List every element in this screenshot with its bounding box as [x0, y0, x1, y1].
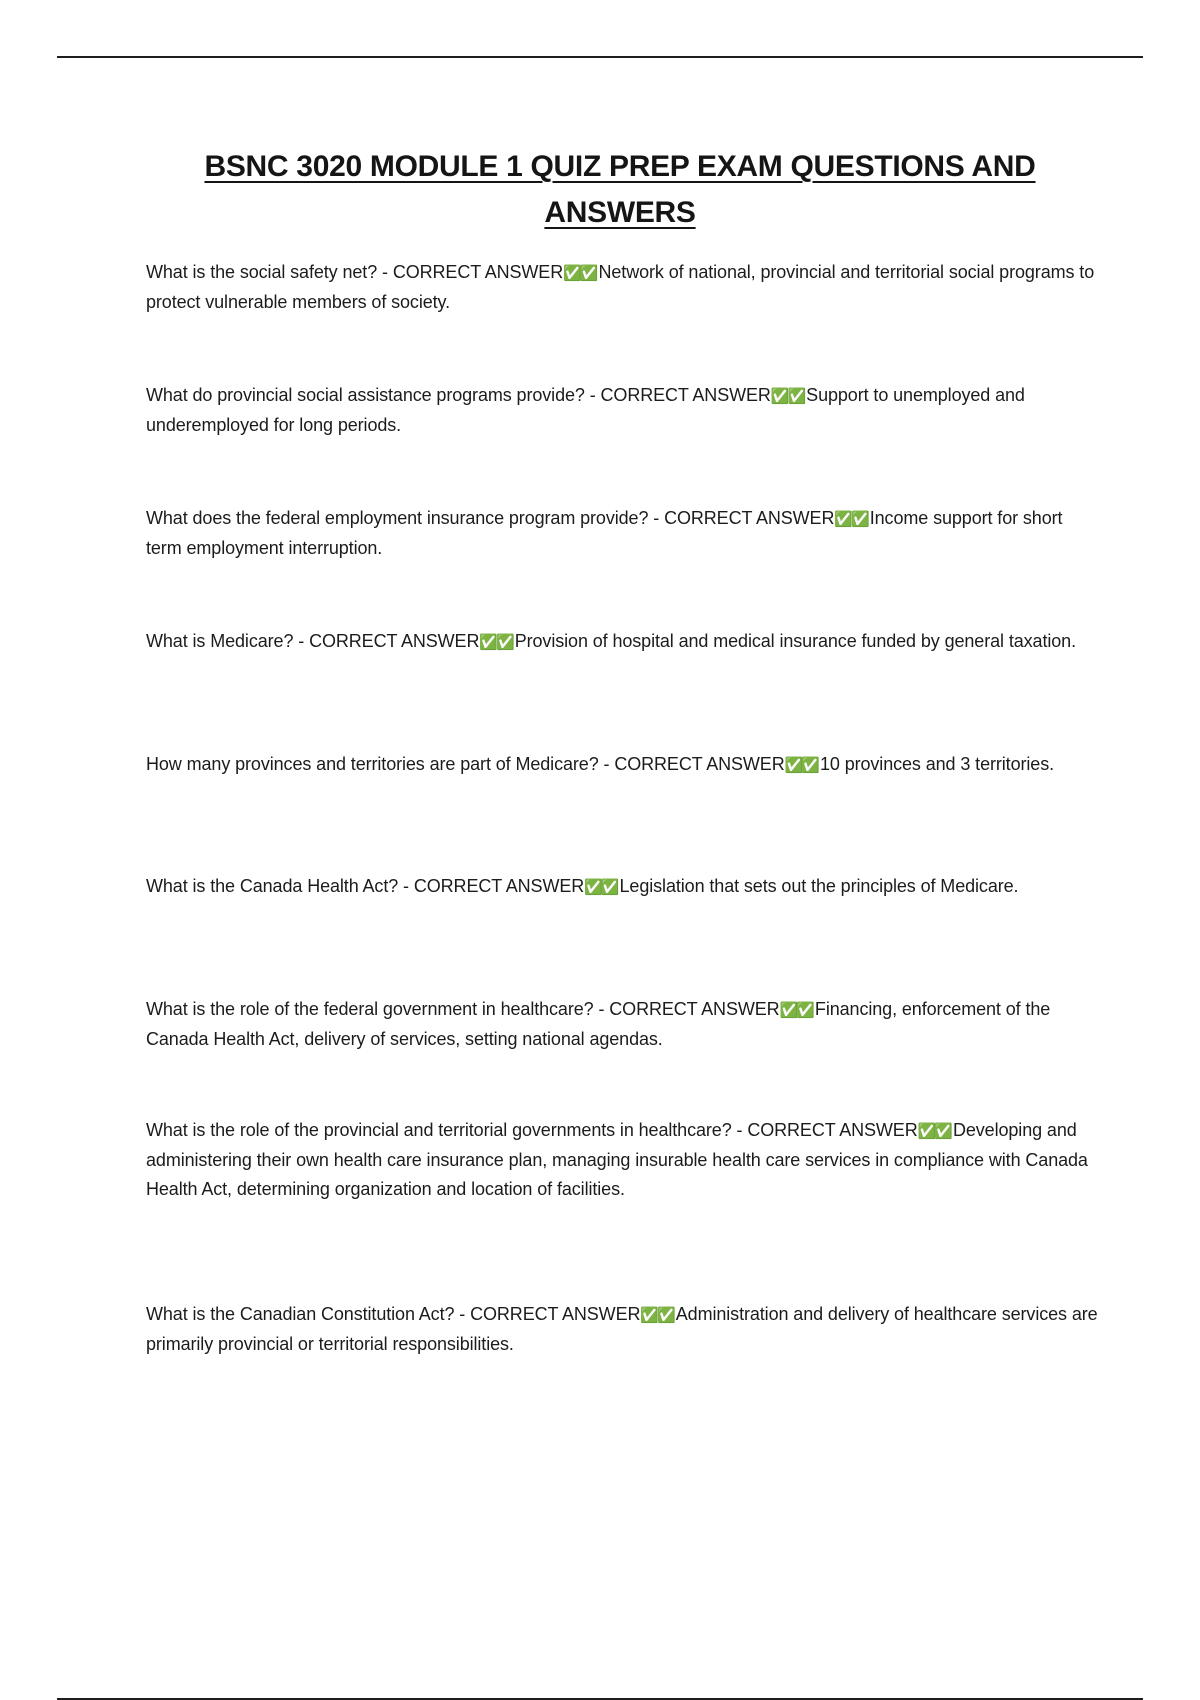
qa-item: What is the Canadian Constitution Act? - CORRECT ANSWER✅✅ Administration and delivery of healthcare services are primarily provincial or territorial responsibilities.	[146, 1304, 1098, 1354]
double-check-icon: ✅✅	[584, 878, 618, 896]
double-check-icon: ✅✅	[834, 510, 868, 528]
answer-marker: CORRECT ANSWER	[747, 1120, 918, 1140]
answer-text: Developing and administering their own health care insurance plan, managing insurable health care services in compliance with Canada Health Act, determining organization and location of facilities.	[146, 1120, 1088, 1199]
question-text: What is the role of the provincial and territorial governments in healthcare?	[146, 1120, 732, 1140]
double-check-icon: ✅✅	[770, 387, 805, 405]
answer-text: Administration and delivery of healthcare services are primarily provincial or territorial responsibilities.	[146, 1304, 1098, 1354]
question-text: What does the federal employment insurance program provide?	[146, 508, 649, 528]
answer-marker: CORRECT ANSWER	[309, 631, 480, 651]
double-check-icon: ✅✅	[640, 1306, 674, 1324]
question-text: How many provinces and territories are part of Medicare?	[146, 754, 599, 774]
question-text: What is the role of the federal government in healthcare?	[146, 999, 594, 1019]
double-check-icon: ✅✅	[779, 1001, 813, 1019]
answer-marker: CORRECT ANSWER	[614, 754, 785, 774]
qa-item: How many provinces and territories are part of Medicare? - CORRECT ANSWER✅✅ 10 provinces and 3 territories.	[146, 754, 1054, 774]
double-check-icon: ✅✅	[563, 264, 597, 282]
qa-item: What is the Canada Health Act? - CORRECT ANSWER✅✅ Legislation that sets out the principles of Medicare.	[146, 876, 1019, 896]
question-text: What is the Canadian Constitution Act?	[146, 1304, 455, 1324]
answer-text: Income support for short term employment interruption.	[146, 508, 1063, 558]
answer-text: Network of national, provincial and territorial social programs to protect vulnerable members of society.	[146, 262, 1095, 312]
double-check-icon: ✅✅	[479, 633, 513, 651]
answer-text: Legislation that sets out the principles of Medicare.	[619, 876, 1019, 896]
header-rule	[57, 56, 1143, 58]
answer-marker: CORRECT ANSWER	[664, 508, 835, 528]
double-check-icon: ✅✅	[784, 756, 818, 774]
qa-item: What does the federal employment insurance program provide? - CORRECT ANSWER✅✅ Income support for short term employment interruption.	[146, 508, 1063, 558]
question-text: What is Medicare?	[146, 631, 294, 651]
answer-marker: CORRECT ANSWER	[413, 876, 585, 896]
answer-marker: CORRECT ANSWER	[470, 1304, 641, 1324]
qa-item: What do provincial social assistance programs provide? - CORRECT ANSWER✅✅ Support to unemployed and underemployed for long periods.	[146, 385, 1025, 435]
answer-marker: CORRECT ANSWER	[392, 262, 564, 282]
question-text: What do provincial social assistance programs provide?	[146, 385, 585, 405]
question-text: What is the Canada Health Act?	[146, 876, 399, 896]
answer-text: Support to unemployed and underemployed for long periods.	[146, 385, 1025, 435]
answer-text: 10 provinces and 3 territories.	[819, 754, 1054, 774]
qa-item: What is the role of the federal government in healthcare? - CORRECT ANSWER✅✅ Financing, enforcement of the Canada Health Act, delivery of services, setting national agendas.	[146, 999, 1051, 1049]
qa-item: What is the social safety net? - CORRECT ANSWER✅✅ Network of national, provincial and territorial social programs to protect vulnerable members of society.	[146, 262, 1095, 312]
answer-marker: CORRECT ANSWER	[600, 385, 771, 405]
qa-item: What is Medicare? - CORRECT ANSWER✅✅ Provision of hospital and medical insurance funded by general taxation.	[146, 631, 1076, 651]
answer-marker: CORRECT ANSWER	[609, 999, 780, 1019]
double-check-icon: ✅✅	[917, 1122, 951, 1140]
qa-item: What is the role of the provincial and territorial governments in healthcare? - CORRECT ANSWER✅✅ Developing and administering their own health care insurance plan, managing insurable health care services in compliance with Canada Health Act, determining organization and location of facilities.	[146, 1120, 1088, 1199]
question-text: What is the social safety net?	[146, 262, 378, 282]
answer-text: Provision of hospital and medical insurance funded by general taxation.	[514, 631, 1076, 651]
answer-text: Financing, enforcement of the Canada Health Act, delivery of services, setting national agendas.	[146, 999, 1051, 1049]
document-title: BSNC 3020 MODULE 1 QUIZ PREP EXAM QUESTIONS AND ANSWERS	[204, 150, 1036, 229]
